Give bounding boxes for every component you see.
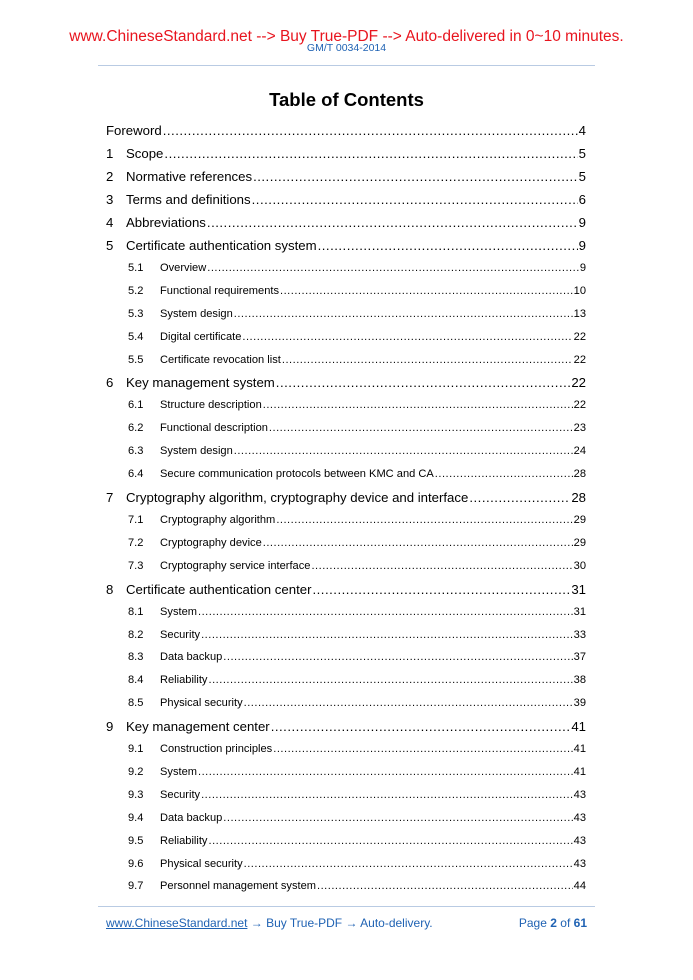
- toc-dot-leader: [223, 807, 572, 830]
- toc-entry-number: 9.5: [128, 834, 144, 847]
- toc-entry-page[interactable]: 22: [573, 353, 586, 366]
- toc-dot-leader: [469, 486, 570, 509]
- toc-entry[interactable]: [106, 394, 586, 417]
- toc-entry-page[interactable]: 4: [578, 123, 586, 138]
- toc-entry-page[interactable]: 41: [573, 766, 586, 779]
- toc-entry[interactable]: [106, 349, 586, 372]
- toc-entry-number: 9.6: [128, 857, 144, 870]
- standard-number: GM/T 0034-2014: [306, 42, 387, 54]
- toc-entry[interactable]: [106, 234, 586, 257]
- toc-entry-title[interactable]: Key management system: [126, 375, 275, 391]
- toc-entry[interactable]: [106, 280, 586, 303]
- footer-delivery-text: Auto-delivery.: [360, 916, 433, 930]
- toc-entry-number: 6.1: [128, 399, 144, 412]
- toc-entry[interactable]: [106, 853, 586, 876]
- toc-dot-leader: [312, 578, 570, 601]
- toc-dot-leader: [280, 280, 573, 303]
- toc-entry-title[interactable]: Overview: [160, 262, 207, 274]
- toc-dot-leader: [164, 142, 577, 165]
- toc-entry-page[interactable]: 43: [573, 811, 586, 824]
- toc-entry-title[interactable]: Personnel management system: [160, 880, 317, 893]
- page-of: of: [560, 916, 571, 930]
- toc-entry[interactable]: [106, 761, 586, 784]
- toc-dot-leader: [207, 257, 579, 280]
- toc-dot-leader: [252, 188, 578, 211]
- toc-entry[interactable]: [106, 624, 586, 647]
- toc-entry[interactable]: [106, 371, 586, 394]
- toc-entry[interactable]: [106, 830, 586, 853]
- toc-entry-title[interactable]: Terms and definitions: [126, 192, 251, 207]
- toc-entry[interactable]: [106, 784, 586, 807]
- toc-dot-leader: [282, 349, 573, 372]
- toc-dot-leader: [269, 417, 573, 440]
- toc-entry-number: 6.2: [128, 422, 144, 435]
- toc-entry[interactable]: [106, 509, 586, 532]
- toc-entry[interactable]: [106, 440, 586, 463]
- toc-entry[interactable]: [106, 257, 586, 280]
- toc-dot-leader: [276, 371, 571, 394]
- toc-entry-number: 9.1: [128, 743, 144, 756]
- toc-entry-number: 5.2: [128, 284, 144, 297]
- toc-entry-page[interactable]: 6: [578, 192, 586, 207]
- toc-entry-page[interactable]: 5: [578, 146, 586, 161]
- toc-entry-title[interactable]: Scope: [126, 146, 164, 161]
- toc-entry-page[interactable]: 22: [573, 399, 586, 412]
- toc-entry-number: 8.4: [128, 674, 144, 687]
- footer-divider: [98, 906, 595, 907]
- toc-dot-leader: [198, 761, 573, 784]
- toc-entry-title[interactable]: Functional requirements: [160, 284, 280, 297]
- toc-entry[interactable]: [106, 188, 586, 211]
- toc-entry[interactable]: [106, 738, 586, 761]
- toc-entry-page[interactable]: 23: [573, 422, 586, 435]
- toc-entry-page[interactable]: 28: [571, 490, 586, 506]
- toc-entry[interactable]: [106, 646, 586, 669]
- toc-dot-leader: [253, 165, 578, 188]
- toc-dot-leader: [208, 669, 572, 692]
- toc-entry[interactable]: [106, 211, 586, 234]
- toc-entry-number: 9.3: [128, 788, 144, 801]
- toc-entry[interactable]: [106, 119, 586, 142]
- toc-entry[interactable]: [106, 303, 586, 326]
- toc-dot-leader: [242, 326, 572, 349]
- toc-entry-number: 9.4: [128, 811, 144, 824]
- toc-entry-page[interactable]: 5: [578, 169, 586, 184]
- toc-entry-title[interactable]: Reliability: [160, 834, 208, 847]
- toc-entry-page[interactable]: 37: [573, 651, 586, 664]
- toc-entry-number: 3: [106, 192, 114, 207]
- toc-entry-page[interactable]: 9: [578, 238, 586, 253]
- toc-entry-number: 9.2: [128, 766, 144, 779]
- toc-entry-title[interactable]: Reliability: [160, 674, 208, 687]
- toc-dot-leader: [318, 234, 578, 257]
- toc-dot-leader: [273, 738, 572, 761]
- toc-entry-title[interactable]: Physical security: [160, 697, 243, 710]
- toc-entry[interactable]: [106, 578, 586, 601]
- toc-entry-page[interactable]: 22: [573, 330, 586, 343]
- footer-link[interactable]: [106, 916, 433, 930]
- toc-entry[interactable]: [106, 142, 586, 165]
- toc-entry-number: 4: [106, 215, 114, 230]
- toc-entry-page[interactable]: 41: [573, 743, 586, 756]
- toc-entry-title[interactable]: Secure communication protocols between KMC and CA: [160, 468, 434, 481]
- toc-entry-number: 5.5: [128, 353, 144, 366]
- page-label: Page: [518, 916, 547, 930]
- page-current: 2: [550, 916, 557, 930]
- toc-dot-leader: [263, 394, 573, 417]
- toc-entry-title[interactable]: Abbreviations: [126, 215, 206, 230]
- toc-entry[interactable]: [106, 875, 586, 898]
- toc-entry-title[interactable]: Security: [160, 788, 201, 801]
- toc-entry-page[interactable]: 10: [573, 284, 586, 297]
- toc-entry-page[interactable]: 28: [573, 468, 586, 481]
- toc-entry-number: 7.3: [128, 559, 144, 572]
- toc-dot-leader: [276, 509, 572, 532]
- toc-entry-page[interactable]: 13: [573, 307, 586, 320]
- toc-entry-number: 7: [106, 490, 114, 506]
- toc-entry-number: 8.1: [128, 605, 144, 618]
- toc-entry[interactable]: [106, 601, 586, 624]
- footer-buy-text: Buy True-PDF: [266, 916, 343, 930]
- toc-dot-leader: [208, 830, 572, 853]
- toc-entry-page[interactable]: 43: [573, 834, 586, 847]
- toc-entry-number: 8: [106, 581, 114, 597]
- toc-entry-number: 5.3: [128, 307, 144, 320]
- toc-entry-title[interactable]: Cryptography service interface: [160, 559, 311, 572]
- toc-entry[interactable]: [106, 555, 586, 578]
- toc-entry-number: 7.2: [128, 536, 144, 549]
- toc-entry-title[interactable]: Construction principles: [160, 743, 273, 756]
- toc-entry-number: 2: [106, 169, 114, 184]
- toc-dot-leader: [435, 463, 573, 486]
- toc-entry-page[interactable]: 30: [573, 559, 586, 572]
- toc-entry-title[interactable]: Foreword: [106, 123, 162, 138]
- toc-entry-page[interactable]: 31: [571, 581, 586, 597]
- footer-site-link[interactable]: www.ChineseStandard.net: [106, 916, 248, 930]
- toc-dot-leader: [201, 784, 573, 807]
- toc-entry-title[interactable]: Security: [160, 628, 201, 641]
- page-indicator: [497, 916, 587, 930]
- toc-entry-title[interactable]: Normative references: [126, 169, 253, 184]
- toc-entry-title[interactable]: System: [160, 605, 197, 618]
- toc-entry-title[interactable]: System: [160, 766, 197, 779]
- toc-entry-number: 5.4: [128, 330, 144, 343]
- toc-entry[interactable]: [106, 417, 586, 440]
- toc-entry-title[interactable]: System design: [160, 445, 233, 458]
- toc-entry-title[interactable]: Physical security: [160, 857, 243, 870]
- toc-entry-page[interactable]: 41: [571, 719, 586, 735]
- toc-dot-leader: [244, 853, 573, 876]
- toc-entry-title[interactable]: Data backup: [160, 811, 223, 824]
- toc-dot-leader: [223, 646, 572, 669]
- toc-dot-leader: [311, 555, 572, 578]
- toc-entry[interactable]: [106, 669, 586, 692]
- toc-entry-number: 8.3: [128, 651, 144, 664]
- toc-entry-number: 1: [106, 146, 114, 161]
- toc-entry[interactable]: [106, 463, 586, 486]
- toc-entry-number: 6.4: [128, 468, 144, 481]
- toc-entry-number: 7.1: [128, 514, 144, 527]
- toc-dot-leader: [244, 692, 573, 715]
- toc-entry-title[interactable]: Key management center: [126, 719, 270, 735]
- toc-entry-number: 9.7: [128, 880, 144, 893]
- toc-entry-page[interactable]: 44: [573, 880, 586, 893]
- toc-entry[interactable]: [106, 326, 586, 349]
- toc-entry-title[interactable]: Cryptography algorithm: [160, 514, 276, 527]
- header-banner[interactable]: www.ChineseStandard.net --> Buy True-PDF --> Auto-delivered in 0~10 minutes.: [69, 28, 624, 45]
- toc-dot-leader: [207, 211, 578, 234]
- toc-entry-title[interactable]: Cryptography algorithm, cryptography device and interface: [126, 490, 469, 506]
- toc-entry-page[interactable]: 9: [578, 215, 586, 230]
- toc-dot-leader: [201, 624, 573, 647]
- toc-entry-page[interactable]: 43: [573, 857, 586, 870]
- toc-dot-leader: [271, 715, 571, 738]
- toc-title: Table of Contents: [269, 89, 424, 110]
- toc-dot-leader: [163, 119, 578, 142]
- toc-entry-number: 5: [106, 238, 114, 253]
- toc-entry[interactable]: [106, 807, 586, 830]
- toc-entry-title[interactable]: Data backup: [160, 651, 223, 664]
- page-total: 61: [573, 916, 587, 930]
- toc-entry-page[interactable]: 22: [571, 375, 586, 391]
- toc-entry-page[interactable]: 33: [573, 628, 586, 641]
- toc-entry-page[interactable]: 43: [573, 788, 586, 801]
- toc-entry-page[interactable]: 38: [573, 674, 586, 687]
- toc-dot-leader: [263, 532, 573, 555]
- toc-entry-page[interactable]: 31: [573, 605, 586, 618]
- arrow-icon: →: [345, 916, 358, 930]
- toc-entry[interactable]: [106, 715, 586, 738]
- toc-entry-page[interactable]: 39: [573, 697, 586, 710]
- toc-dot-leader: [234, 440, 573, 463]
- toc-list: [106, 119, 586, 898]
- toc-dot-leader: [198, 601, 573, 624]
- toc-entry-title[interactable]: System design: [160, 307, 233, 320]
- toc-dot-leader: [317, 875, 573, 898]
- toc-entry-number: 8.5: [128, 697, 144, 710]
- toc-entry-page[interactable]: 24: [573, 445, 586, 458]
- arrow-icon: →: [250, 916, 263, 930]
- header-divider: [98, 65, 595, 66]
- toc-entry-title[interactable]: Cryptography device: [160, 536, 262, 549]
- toc-dot-leader: [234, 303, 573, 326]
- toc-entry-title[interactable]: Certificate authentication system: [126, 238, 317, 253]
- toc-entry-number: 8.2: [128, 628, 144, 641]
- toc-entry-page[interactable]: 29: [573, 536, 586, 549]
- toc-entry-page[interactable]: 29: [573, 514, 586, 527]
- toc-entry[interactable]: [106, 486, 586, 509]
- toc-entry-title[interactable]: Digital certificate: [160, 330, 242, 343]
- toc-entry-number: 5.1: [128, 262, 144, 274]
- toc-entry-title[interactable]: Certificate revocation list: [160, 353, 281, 366]
- toc-entry-number: 6: [106, 375, 114, 391]
- toc-entry-number: 6.3: [128, 445, 144, 458]
- toc-entry-page[interactable]: 9: [579, 262, 586, 274]
- toc-entry[interactable]: [106, 532, 586, 555]
- toc-entry-title[interactable]: Certificate authentication center: [126, 581, 312, 597]
- toc-entry-title[interactable]: Structure description: [160, 399, 262, 412]
- toc-entry-title[interactable]: Functional description: [160, 422, 268, 435]
- toc-entry-number: 9: [106, 719, 114, 735]
- toc-entry[interactable]: [106, 165, 586, 188]
- toc-entry[interactable]: [106, 692, 586, 715]
